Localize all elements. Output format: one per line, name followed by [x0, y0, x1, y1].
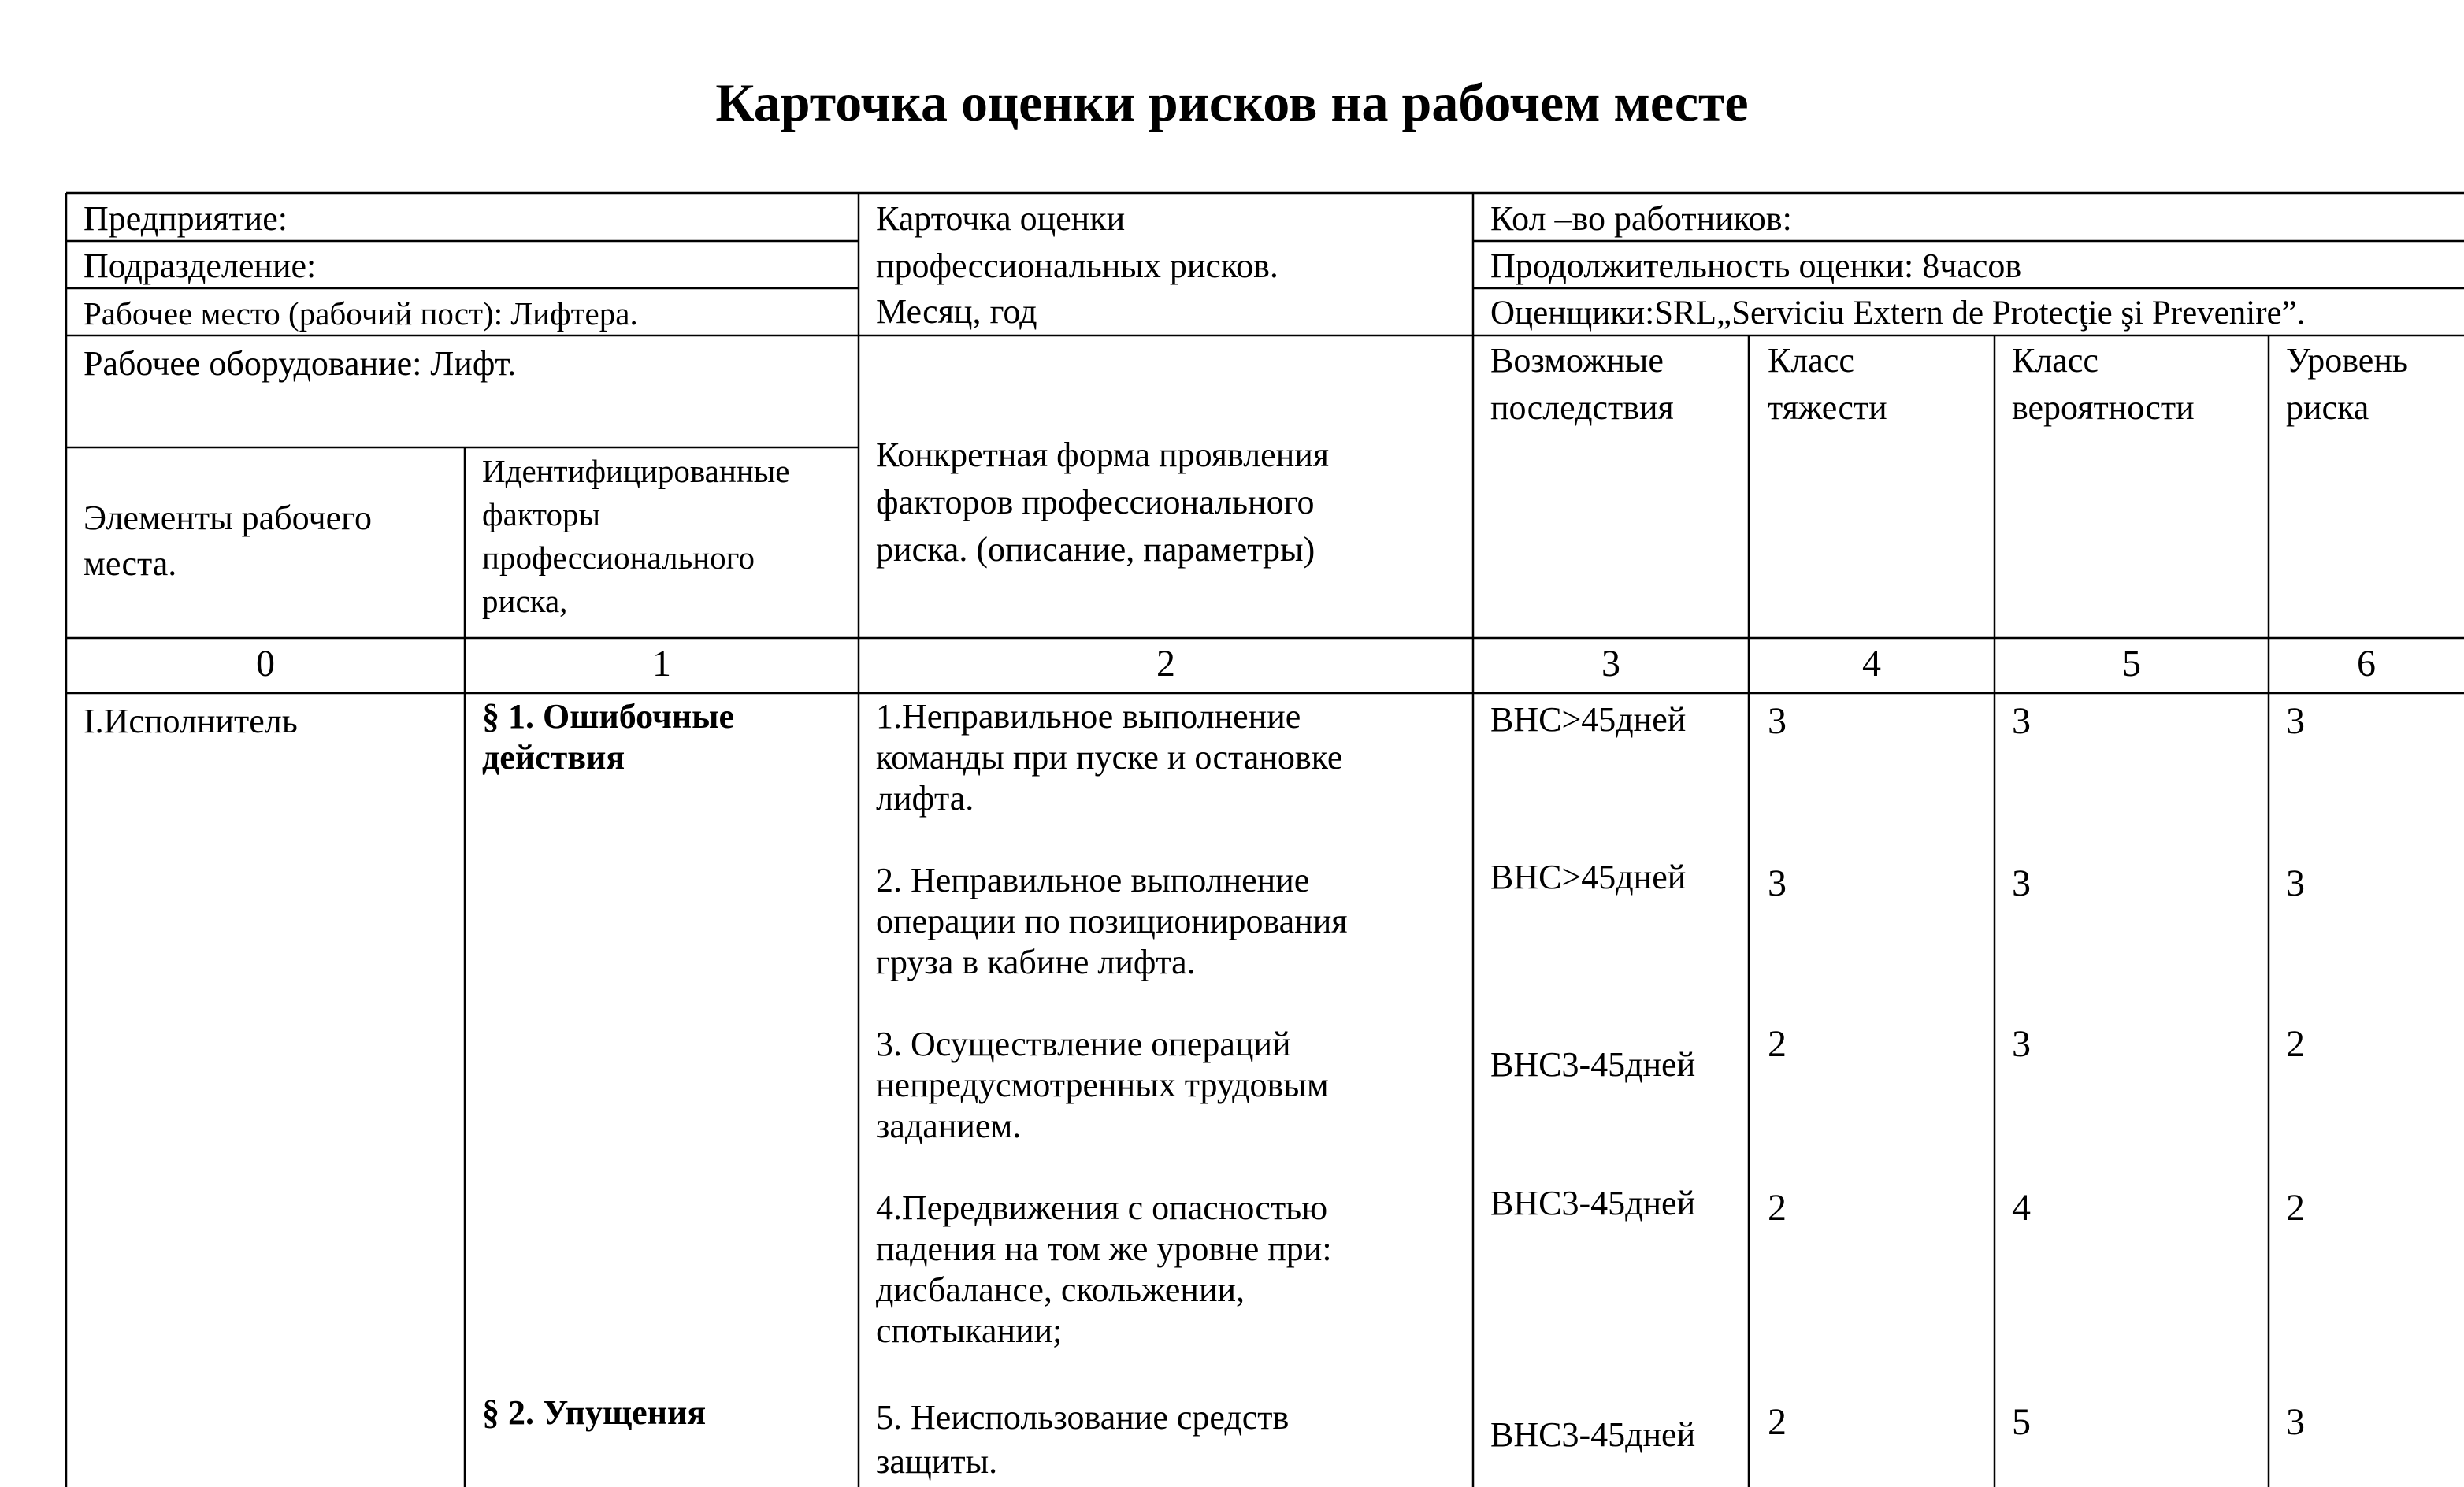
probability-cell: 3	[2012, 862, 2031, 904]
risk-description-line: 5. Неиспользование средств	[876, 1398, 1290, 1437]
risk-description-line: непредусмотренных трудовым	[876, 1066, 1329, 1104]
risk-description-line: лифта.	[876, 779, 974, 818]
element-executor: I.Исполнитель	[83, 702, 298, 740]
consequence-cell: ВНС3-45дней	[1490, 1415, 1696, 1454]
column-header-line: последствия	[1490, 388, 1674, 427]
column-header-line: тяжести	[1768, 388, 1887, 427]
probability-cell: 3	[2012, 1023, 2031, 1065]
severity-cell: 2	[1768, 1401, 1787, 1443]
severity-cell: 3	[1768, 862, 1787, 904]
column-header-line: факторов профессионального	[876, 483, 1315, 521]
risk-description-line: 4.Передвижения с опасностью	[876, 1188, 1328, 1227]
column-header-line: Уровень	[2286, 341, 2408, 380]
column-header-line: риска,	[482, 583, 568, 619]
risk-description-line: защиты.	[876, 1442, 998, 1481]
risk-description-line: команды при пуске и остановке	[876, 738, 1343, 777]
equipment-label: Рабочее оборудование: Лифт.	[83, 344, 517, 383]
card-line-1: Карточка оценки	[876, 199, 1126, 238]
column-header-line: Класс	[1768, 341, 1854, 380]
page-title: Карточка оценки рисков на рабочем месте	[715, 72, 1749, 132]
probability-cell: 5	[2012, 1401, 2031, 1443]
column-header-line: риска	[2286, 388, 2369, 427]
column-header-line: места.	[83, 544, 177, 583]
risk-description-line: падения на том же уровне при:	[876, 1229, 1332, 1268]
workers-count-label: Кол –во работников:	[1490, 199, 1792, 238]
risk-description-line: спотыкании;	[876, 1311, 1063, 1350]
severity-cell: 2	[1768, 1023, 1787, 1065]
severity-cell: 2	[1768, 1187, 1787, 1229]
column-number: 0	[256, 643, 275, 684]
column-number: 3	[1601, 643, 1620, 684]
consequence-cell: ВНС>45дней	[1490, 858, 1687, 896]
risk-description-line: 2. Неправильное выполнение	[876, 861, 1310, 899]
risk-level-cell: 3	[2286, 700, 2305, 742]
column-number: 2	[1156, 643, 1175, 684]
column-header-line: факторы	[482, 496, 601, 532]
risk-description-line: операции по позиционирования	[876, 902, 1348, 940]
consequence-cell: ВНС3-45дней	[1490, 1045, 1696, 1084]
risk-level-cell: 3	[2286, 862, 2305, 904]
risk-level-cell: 3	[2286, 1401, 2305, 1443]
assessors-label: Оценщики:SRL„Serviciu Extern de Protecţie şi Prevenire”.	[1490, 295, 2306, 332]
card-line-2: профессиональных рисков.	[876, 247, 1278, 285]
risk-description-line: заданием.	[876, 1107, 1022, 1145]
column-number: 4	[1862, 643, 1881, 684]
column-number: 1	[652, 643, 671, 684]
column-header-line: Идентифицированные	[482, 453, 790, 489]
enterprise-label: Предприятие:	[83, 199, 288, 238]
column-header-line: Класс	[2012, 341, 2098, 380]
column-header-line: профессионального	[482, 540, 755, 576]
risk-description-line: 1.Неправильное выполнение	[876, 697, 1301, 736]
risk-level-cell: 2	[2286, 1023, 2305, 1065]
column-header-line: Конкретная форма проявления	[876, 436, 1330, 474]
factor-erroneous-actions-cont: действия	[482, 738, 625, 777]
column-header-line: Элементы рабочего	[83, 499, 373, 537]
risk-description-line: груза в кабине лифта.	[876, 943, 1196, 981]
factor-omissions: § 2. Упущения	[482, 1393, 707, 1432]
column-number: 5	[2122, 643, 2141, 684]
card-line-3: Месяц, год	[876, 292, 1037, 331]
probability-cell: 4	[2012, 1187, 2031, 1229]
severity-cell: 3	[1768, 700, 1787, 742]
column-header-line: риска. (описание, параметры)	[876, 530, 1315, 569]
consequence-cell: ВНС>45дней	[1490, 700, 1687, 739]
probability-cell: 3	[2012, 700, 2031, 742]
column-header-line: вероятности	[2012, 388, 2195, 427]
duration-label: Продолжительность оценки: 8часов	[1490, 247, 2022, 285]
risk-description-line: дисбалансе, скольжении,	[876, 1270, 1245, 1309]
column-number: 6	[2357, 643, 2376, 684]
workplace-label: Рабочее место (рабочий пост): Лифтера.	[83, 295, 638, 332]
consequence-cell: ВНС3-45дней	[1490, 1184, 1696, 1222]
risk-description-line: 3. Осуществление операций	[876, 1025, 1291, 1063]
risk-level-cell: 2	[2286, 1187, 2305, 1229]
factor-erroneous-actions: § 1. Ошибочные	[482, 697, 735, 736]
division-label: Подразделение:	[83, 247, 317, 285]
column-header-line: Возможные	[1490, 341, 1664, 380]
